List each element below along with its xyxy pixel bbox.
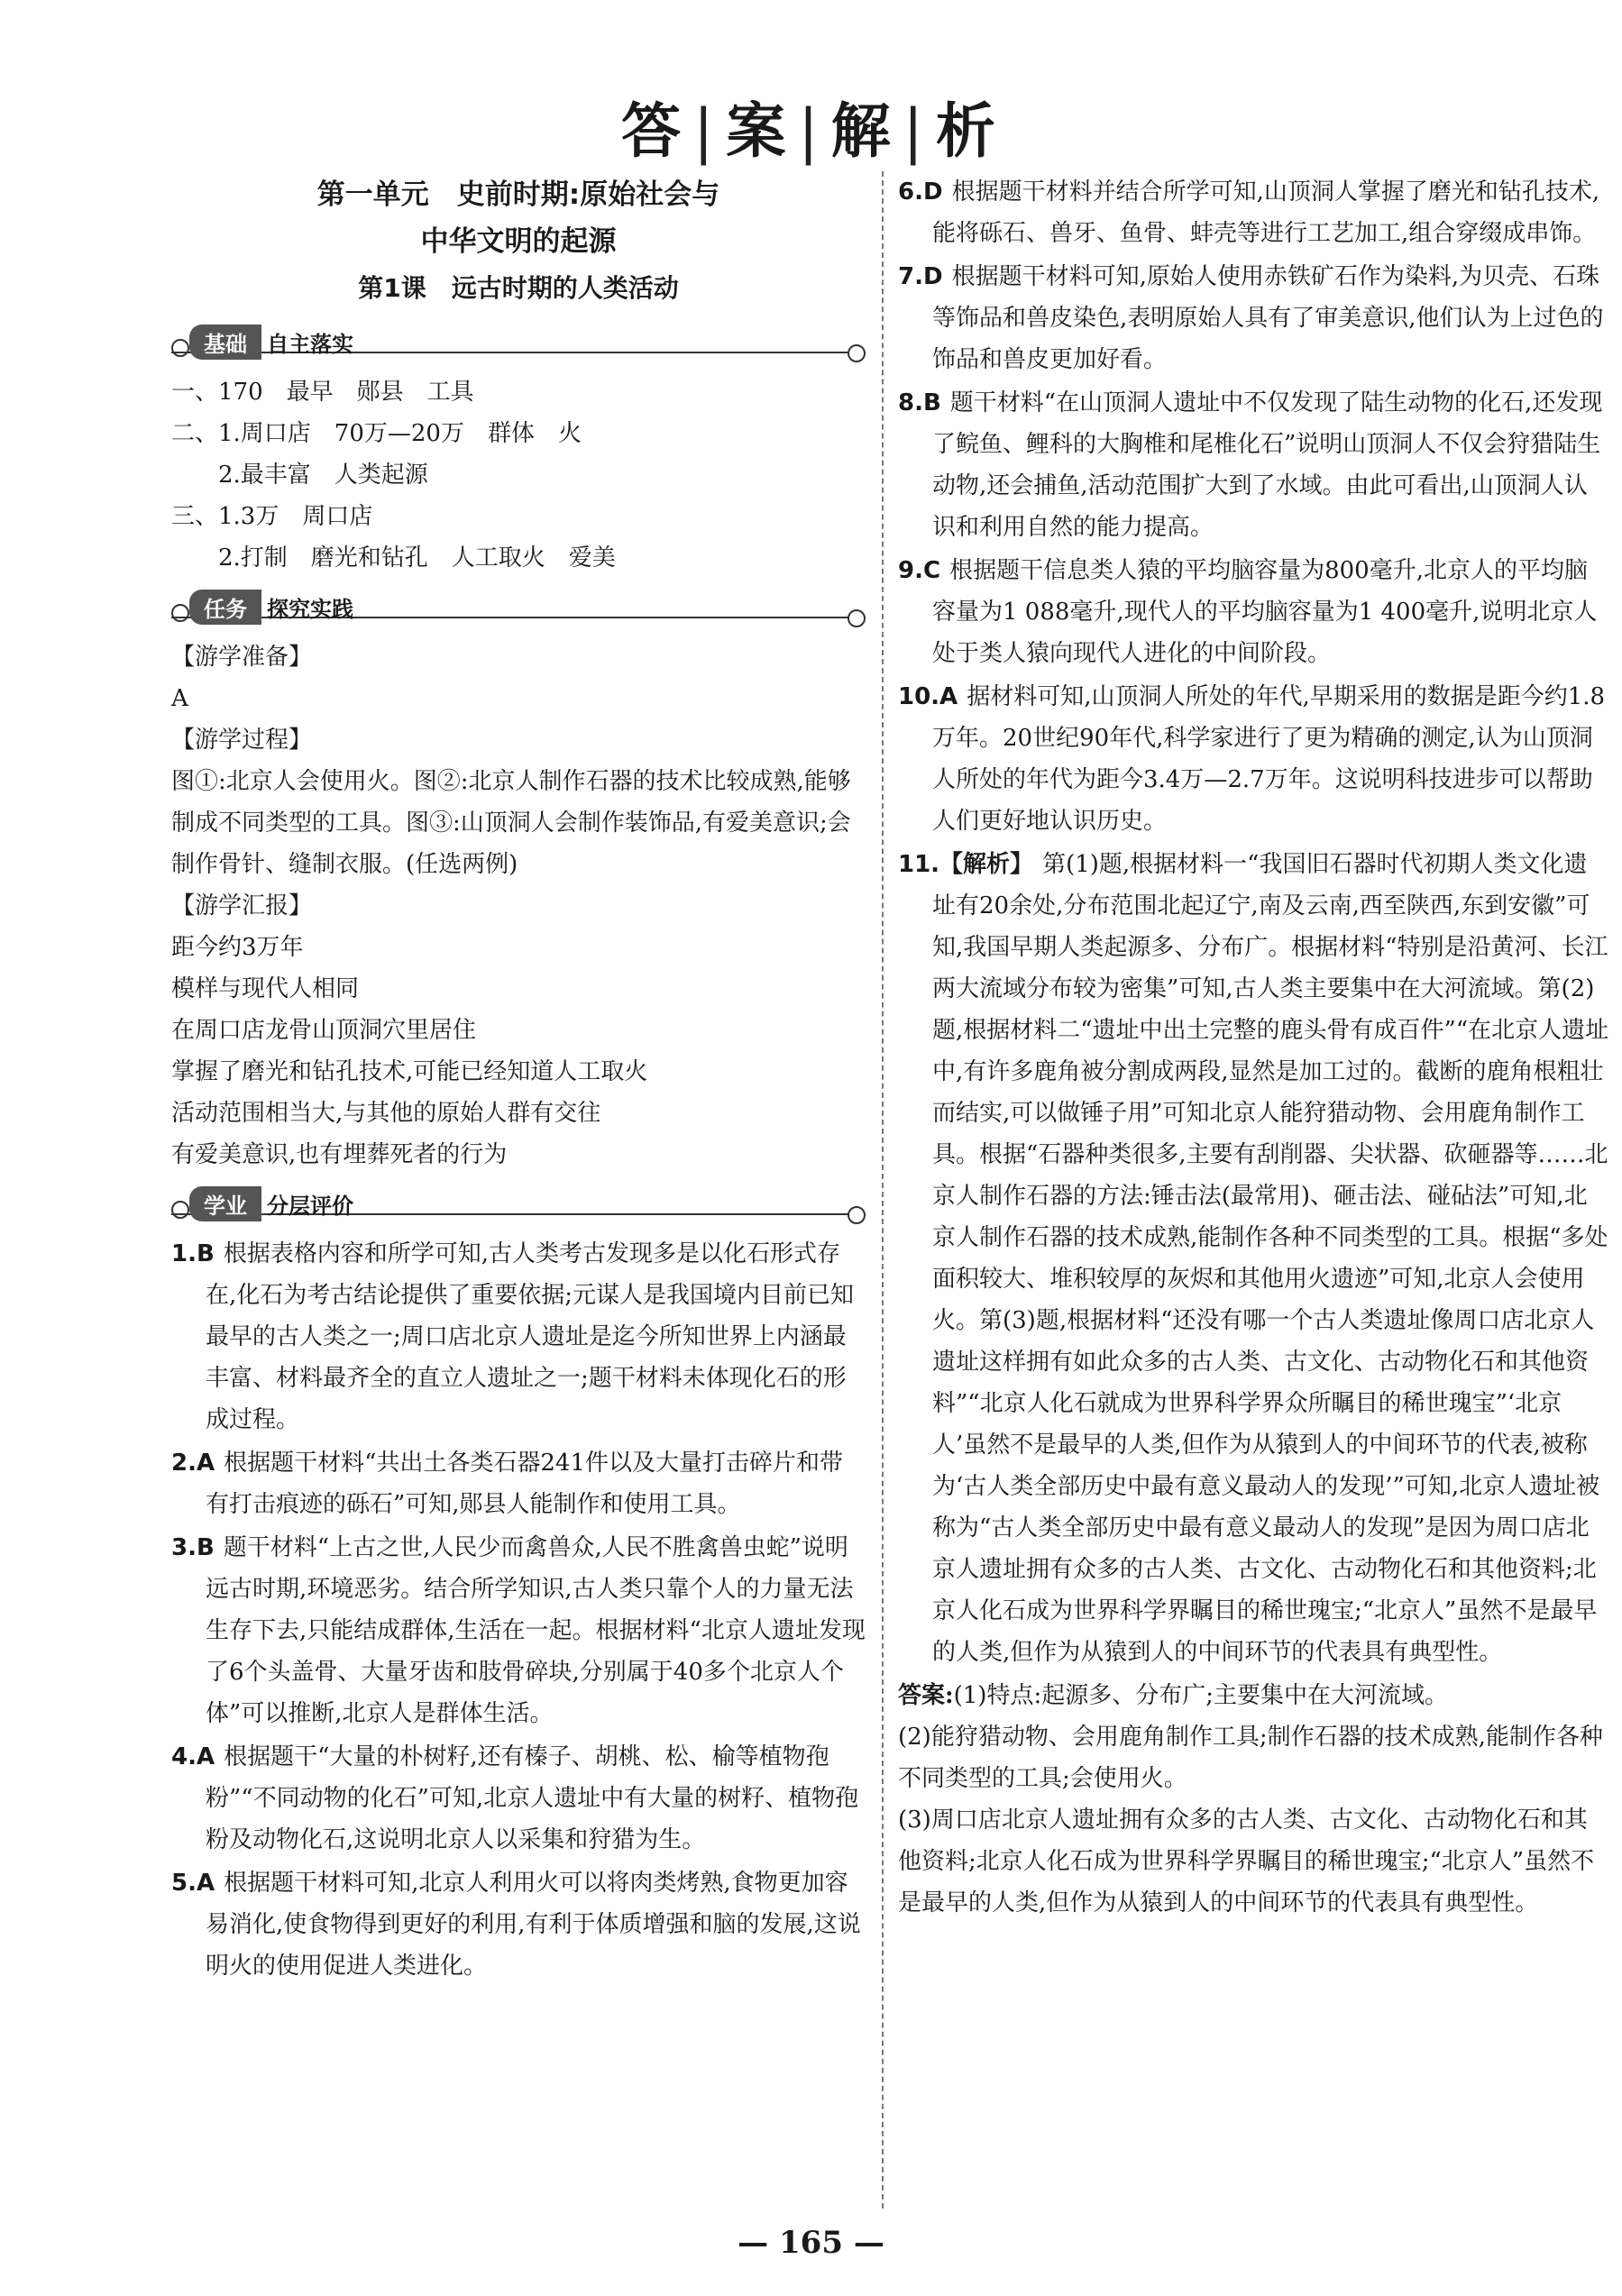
answer-text: 据材料可知,山顶洞人所处的年代,早期采用的数据是距今约1.8万年。20世纪90年代,科学家进行了更为精确的测定,认为山顶洞人所处的年代为距今3.4万—2.7万年。这说明科技进步可以帮助人们更好地认识历史。	[932, 683, 1606, 835]
title-char-3: 解	[830, 96, 896, 166]
lesson-title: 第1课 远古时期的人类活动	[358, 273, 679, 303]
title-separator: |	[693, 96, 719, 166]
answer-text: 根据题干“大量的朴树籽,还有榛子、胡桃、松、榆等植物孢粉”“不同动物的化石”可知,北京人遗址中有大量的树籽、植物孢粉及动物化石,这说明北京人以采集和狩猎为生。	[206, 1743, 859, 1853]
answer-text: 根据题干材料可知,原始人使用赤铁矿石作为染料,为贝壳、石珠等饰品和兽皮染色,表明原始人具有了审美意识,他们认为上过色的饰品和兽皮更加好看。	[932, 263, 1604, 373]
section-header-basics	[171, 321, 866, 361]
answer-item	[171, 1862, 866, 1987]
section-tag-label: 探究实践	[267, 597, 353, 622]
answer-text: 第(1)题,根据材料一“我国旧石器时代初期人类文化遗址有20余处,分布范围北起辽宁,南及云南,西至陕西,东到安徽”可知,我国早期人类起源多、分布广。根据材料“特别是沿黄河、长江两大流域分布较为密集”可知,古人类主要集中在大河流域。第(2)题,根据材料二“遗址中出土完整的鹿头骨有成百件”“在北京人遗址中,有许多鹿角被分割成两段,显然是加工过的。截断的鹿角根粗壮而结实,可以做锤子用”可知北京人能狩猎动物、会用鹿角制作工具。根据“石器种类很多,主要有刮削器、尖状器、砍砸器等……北京人制作石器的方法:锤击法(最常用)、砸击法、碰砧法”可知,北京人制作石器的技术成熟,能制作各种不同类型的工具。根据“多处面积较大、堆积较厚的灰烬和其他用火遗迹”可知,北京人会使用火。第(3)题,根据材料“还没有哪一个古人类遗址像周口店北京人遗址这样拥有如此众多的古人类、古文化、古动物化石和其他资料”“北京人化石就成为世界科学界众所瞩目的稀世瑰宝”‘北京人’虽然不是最早的人类,但作为从猿到人的中间环节的代表,被称为‘古人类全部历史中最有意义最动人的发现’”可知,北京人遗址被称为“古人类全部历史中最有意义最动人的发现”是因为周口店北京人遗址拥有众多的古人类、古文化、古动物化石和其他资料;北京人化石成为世界科学界瞩目的稀世瑰宝;“北京人”虽然不是最早的人类,但作为从猿到人的中间环节的代表具有典型性。	[932, 851, 1609, 1666]
answer-item	[171, 1233, 866, 1441]
section-tag-pill: 学业	[189, 1186, 261, 1221]
report-line-3: 在周口店龙骨山顶洞穴里居住	[171, 1017, 477, 1044]
answer-text: 题干材料“在山顶洞人遗址中不仅发现了陆生动物的化石,还发现了鲩鱼、鲤科的大胸椎和尾椎化石”说明山顶洞人不仅会狩猎陆生动物,还会捕鱼,活动范围扩大到了水域。由此可看出,山顶洞人认识和利用自然的能力提高。	[932, 389, 1603, 541]
report-line-5: 活动范围相当大,与其他的原始人群有交往	[171, 1100, 601, 1127]
answer-text: 根据题干材料“共出土各类石器241件以及大量打击碎片和带有打击痕迹的砾石”可知,郧县人能制作和使用工具。	[206, 1450, 844, 1518]
title-char-4: 析	[935, 96, 1001, 166]
unit-title-line1: 第一单元 史前时期:原始社会与	[316, 178, 720, 211]
answer-number: 9.C	[898, 557, 941, 584]
basics-line-5: 2.打制 磨光和钻孔 人工取火 爱美	[218, 544, 616, 572]
answer-number: 11.【解析】	[898, 851, 1034, 878]
prep-heading: 【游学准备】	[171, 644, 313, 671]
answer-number: 6.D	[898, 178, 943, 206]
report-line-1: 距今约3万年	[171, 934, 304, 961]
section-tag-label: 自主落实	[267, 332, 353, 357]
answer-item	[898, 550, 1610, 674]
title-separator: |	[798, 96, 824, 166]
answer-number: 8.B	[898, 389, 941, 416]
page-number: — 165 —	[738, 2225, 884, 2261]
answer-text: 根据题干材料并结合所学可知,山顶洞人掌握了磨光和钻孔技术,能将砾石、兽牙、鱼骨、蚌壳等进行工艺加工,组合穿缀成串饰。	[932, 178, 1600, 247]
answer-number: 4.A	[171, 1743, 215, 1770]
answer-item	[898, 844, 1610, 1673]
report-line-4: 掌握了磨光和钻孔技术,可能已经知道人工取火	[171, 1058, 648, 1085]
section-cap-right	[848, 609, 866, 627]
answer-item	[171, 1442, 866, 1525]
section-cap-right	[848, 344, 866, 362]
title-char-1: 答	[621, 96, 687, 166]
answer-number: 3.B	[171, 1534, 215, 1561]
section-header-practice	[171, 586, 866, 626]
right-column	[898, 171, 1610, 1924]
page-header-title	[0, 83, 1622, 169]
final-answer-1	[898, 1675, 1610, 1716]
final-answer-part2: (2)能狩猎动物、会用鹿角制作工具;制作石器的技术成熟,能制作各种不同类型的工具;会使用火。	[898, 1724, 1603, 1792]
basics-line-1: 一、170 最早 郧县 工具	[171, 379, 474, 406]
prep-answer: A	[171, 685, 188, 712]
answer-number: 7.D	[898, 263, 943, 290]
section-tag-pill: 基础	[189, 325, 261, 360]
answer-item	[171, 1527, 866, 1734]
answer-item	[898, 171, 1610, 254]
final-answer-part3: (3)周口店北京人遗址拥有众多的古人类、古文化、古动物化石和其他资料;北京人化石成为世界科学界瞩目的稀世瑰宝;“北京人”虽然不是最早的人类,但作为从猿到人的中间环节的代表具有典型性。	[898, 1807, 1595, 1916]
section-tag-pill: 任务	[189, 590, 261, 625]
answer-item	[898, 676, 1610, 842]
section-tag	[189, 590, 353, 625]
answer-text: 根据题干信息类人猿的平均脑容量为800毫升,北京人的平均脑容量为1 088毫升,现代人的平均脑容量为1 400毫升,说明北京人处于类人猿向现代人进化的中间阶段。	[932, 557, 1598, 667]
section-tag-label: 分层评价	[267, 1194, 353, 1219]
report-heading: 【游学汇报】	[171, 892, 313, 919]
section-cap-right	[848, 1206, 866, 1224]
answer-item	[898, 382, 1610, 548]
title-char-2: 案	[726, 96, 792, 166]
answer-number: 10.A	[898, 683, 958, 710]
answer-text: 题干材料“上古之世,人民少而禽兽众,人民不胜禽兽虫蛇”说明远古时期,环境恶劣。结合所学知识,古人类只靠个人的力量无法生存下去,只能结成群体,生活在一起。根据材料“北京人遗址发现了6个头盖骨、大量牙齿和肢骨碎块,分别属于40多个北京人个体”可以推断,北京人是群体生活。	[206, 1534, 866, 1727]
section-tag	[189, 325, 353, 360]
answer-item	[171, 1736, 866, 1861]
final-answer-label: 答案:	[898, 1682, 954, 1709]
basics-line-3: 2.最丰富 人类起源	[218, 462, 428, 489]
title-separator: |	[903, 96, 929, 166]
section-cap-left	[171, 339, 189, 357]
basics-line-4: 三、1.3万 周口店	[171, 503, 373, 530]
answer-number: 2.A	[171, 1450, 215, 1477]
section-tag	[189, 1186, 353, 1221]
left-column	[171, 171, 866, 1989]
answer-text: 根据题干材料可知,北京人利用火可以将肉类烤熟,食物更加容易消化,使食物得到更好的利用,有利于体质增强和脑的发展,这说明火的使用促进人类进化。	[206, 1870, 861, 1980]
answer-number: 1.B	[171, 1240, 215, 1267]
report-line-6: 有爱美意识,也有埋葬死者的行为	[171, 1141, 508, 1168]
answer-item	[898, 256, 1610, 380]
report-line-2: 模样与现代人相同	[171, 975, 360, 1002]
section-cap-left	[171, 1201, 189, 1219]
answer-text: 根据表格内容和所学可知,古人类考古发现多是以化石形式存在,化石为考古结论提供了重要依据;元谋人是我国境内目前已知最早的古人类之一;周口店北京人遗址是迄今所知世界上内涵最丰富、材料最齐全的直立人遗址之一;题干材料未体现化石的形成过程。	[206, 1240, 855, 1433]
basics-line-2: 二、1.周口店 70万—20万 群体 火	[171, 420, 582, 447]
unit-title-line2: 中华文明的起源	[420, 225, 617, 258]
final-answer-part1: (1)特点:起源多、分布广;主要集中在大河流域。	[953, 1682, 1448, 1709]
section-cap-left	[171, 604, 189, 622]
column-divider	[882, 171, 884, 2209]
process-heading: 【游学过程】	[171, 727, 313, 754]
answer-number: 5.A	[171, 1870, 215, 1897]
section-header-evaluation	[171, 1183, 866, 1222]
process-answer: 图①:北京人会使用火。图②:北京人制作石器的技术比较成熟,能够制成不同类型的工具。图③:山顶洞人会制作装饰品,有爱美意识;会制作骨针、缝制衣服。(任选两例)	[171, 768, 851, 878]
